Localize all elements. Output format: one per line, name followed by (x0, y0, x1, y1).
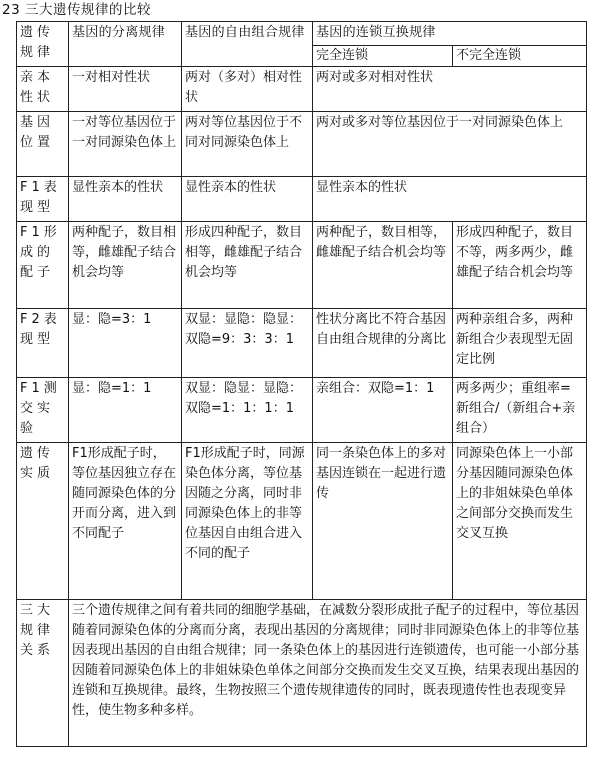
table-cell: 两种亲组合多，两种新组合少表现型无固定比例 (453, 309, 587, 378)
table-row (17, 177, 587, 222)
subheader-incomplete-linkage: 不完全连锁 (453, 46, 587, 67)
row-label: 三大规律关系 (17, 600, 69, 747)
row-label: F1表现型 (17, 177, 69, 222)
row-label: F2表现型 (17, 309, 69, 378)
header-independent-assortment: 基因的自由组合规律 (182, 22, 313, 67)
table-row (17, 378, 587, 443)
row-label: F1测交实验 (17, 378, 69, 443)
table-cell: 两种配子，数目相等，雌雄配子结合机会均等 (313, 222, 453, 309)
row-label: 亲本性状 (17, 67, 69, 112)
table-cell: 亲组合：双隐=1：1 (313, 378, 453, 443)
table-cell: 同一条染色体上的多对基因连锁在一起进行遗传 (313, 443, 453, 600)
table-cell: 双显：显隐：隐显：双隐=9：3：3：1 (182, 309, 313, 378)
table-row (17, 600, 587, 747)
table-cell: 显性亲本的性状 (182, 177, 313, 222)
table-cell: 显：隐=1：1 (69, 378, 182, 443)
table-cell: 两种配子，数目相等，雌雄配子结合机会均等 (69, 222, 182, 309)
table-cell: 显：隐=3：1 (69, 309, 182, 378)
document-title: 23 三大遗传规律的比较 (2, 2, 151, 18)
table-cell: 一对相对性状 (69, 67, 182, 112)
row-label: 遗传实质 (17, 443, 69, 600)
table-row (17, 443, 587, 600)
table-cell: 一对等位基因位于一对同源染色体上 (69, 112, 182, 177)
table-cell: F1形成配子时，同源染色体分离，等位基因随之分离，同时非同源染色体上的非等位基因自由组合进入不同的配子 (182, 443, 313, 600)
row-label: 基因位置 (17, 112, 69, 177)
table-row (17, 112, 587, 177)
table-row (17, 309, 587, 378)
table-cell: 两对等位基因位于不同对同源染色体上 (182, 112, 313, 177)
header-law: 遗传规律 (17, 22, 69, 67)
table-cell: 显性亲本的性状 (69, 177, 182, 222)
relation-text: 三个遗传规律之间有着共同的细胞学基础，在减数分裂形成批子配子的过程中，等位基因随着同源染色体的分离而分离，表现出基因的分离规律；同时非同源染色体上的非等位基因表现出基因的自由组合规律；同一条染色体上的基因进行连锁遗传，也可能一小部分基因随着同源染色体上的非姐妹染色单体之间部分交换而发生交叉互换，结果表现出基因的连锁和互换规律。最终，生物按照三个遗传规律遗传的同时，既表现遗传性也表现变异性，使生物多种多样。 (69, 600, 587, 747)
header-segregation: 基因的分离规律 (69, 22, 182, 67)
table-cell: 两多两少；重组率=新组合/（新组合+亲组合） (453, 378, 587, 443)
table-cell: 显性亲本的性状 (313, 177, 587, 222)
header-linkage: 基因的连锁互换规律 (313, 22, 587, 46)
table-cell: 两对或多对相对性状 (313, 67, 587, 112)
table-cell: 两对（多对）相对性状 (182, 67, 313, 112)
table-cell: 同源染色体上一小部分基因随同源染色体上的非姐妹染色单体之间部分交换而发生交叉互换 (453, 443, 587, 600)
table-row (17, 222, 587, 309)
header-row (17, 22, 587, 46)
table-cell: 性状分离比不符合基因自由组合规律的分离比 (313, 309, 453, 378)
comparison-table (16, 21, 587, 747)
table-cell: F1形成配子时，等位基因独立存在随同源染色体的分开而分离，进入到不同配子 (69, 443, 182, 600)
subheader-complete-linkage: 完全连锁 (313, 46, 453, 67)
table-cell: 形成四种配子，数目相等，雌雄配子结合机会均等 (182, 222, 313, 309)
table-row (17, 67, 587, 112)
table-cell: 两对或多对等位基因位于一对同源染色体上 (313, 112, 587, 177)
table-cell: 形成四种配子，数目不等，两多两少，雌雄配子结合机会均等 (453, 222, 587, 309)
row-label: F1形成的配子 (17, 222, 69, 309)
table-cell: 双显：隐显：显隐：双隐=1：1：1：1 (182, 378, 313, 443)
